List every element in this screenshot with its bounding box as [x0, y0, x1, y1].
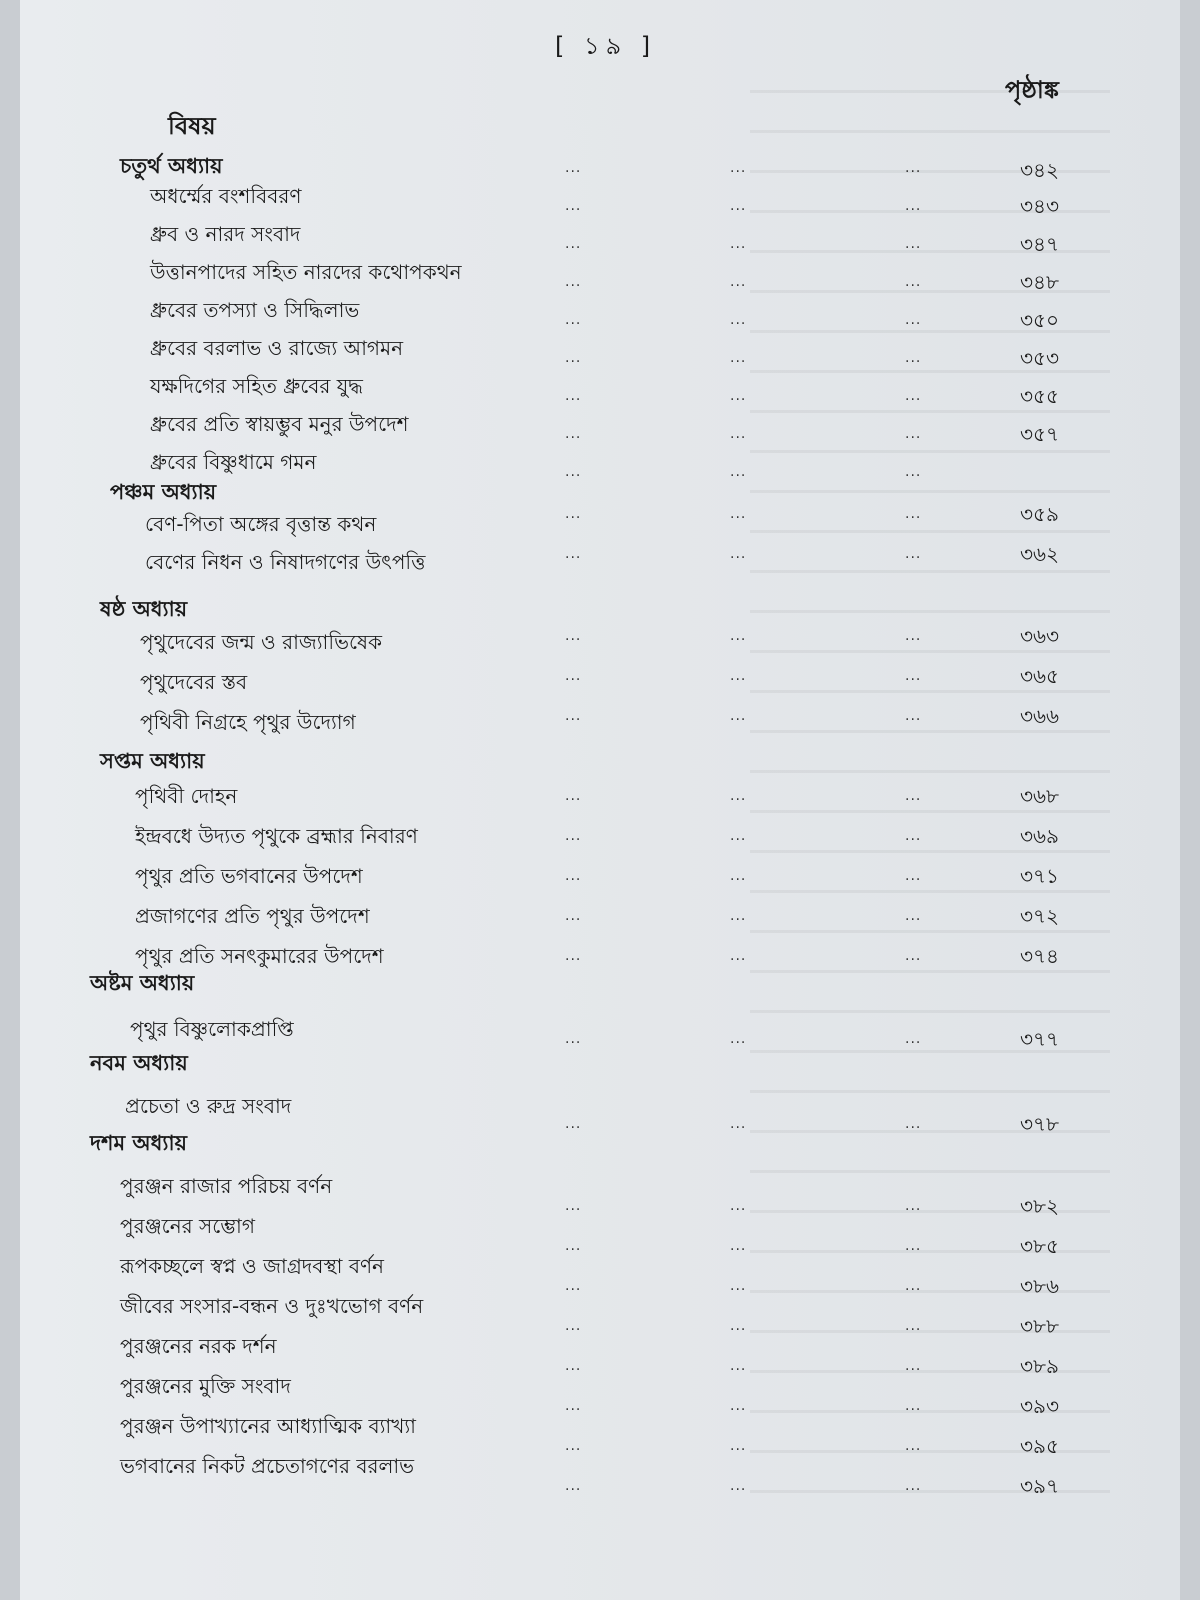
- toc-entry-title: যক্ষদিগের সহিত ধ্রুবের যুদ্ধ: [150, 374, 363, 398]
- leader-dots: ...: [905, 1238, 922, 1254]
- toc-entry-page: ৩৭৪: [1020, 944, 1059, 968]
- toc-entry-title: জীবের সংসার-বন্ধন ও দুঃখভোগ বর্ণন: [120, 1294, 424, 1318]
- toc-entry-title: পুরঞ্জনের মুক্তি সংবাদ: [120, 1374, 291, 1398]
- leader-dots: ...: [730, 1478, 747, 1494]
- leader-dots: ...: [565, 1278, 582, 1294]
- leader-dots: ...: [565, 1318, 582, 1334]
- leader-dots: ...: [905, 426, 922, 442]
- leader-dots: ...: [905, 464, 922, 480]
- leader-dots: ...: [565, 506, 582, 522]
- page-number: [ ১৯ ]: [555, 32, 657, 60]
- subject-column-heading: বিষয়: [168, 112, 216, 140]
- leader-dots: ...: [730, 464, 747, 480]
- leader-dots: ...: [565, 236, 582, 252]
- leader-dots: ...: [905, 628, 922, 644]
- book-page: [20, 0, 1180, 1600]
- leader-dots: ...: [730, 236, 747, 252]
- chapter-heading: পঞ্চম অধ্যায়: [110, 480, 217, 504]
- leader-dots: ...: [905, 506, 922, 522]
- leader-dots: ...: [730, 1198, 747, 1214]
- leader-dots: ...: [905, 948, 922, 964]
- toc-entry-title: রূপকচ্ছলে স্বপ্ন ও জাগ্রদবস্থা বর্ণন: [120, 1254, 385, 1278]
- leader-dots: ...: [565, 1031, 582, 1047]
- toc-entry-page: ৩৪৭: [1020, 232, 1059, 256]
- leader-dots: ...: [905, 1358, 922, 1374]
- toc-entry-title: ইন্দ্রবধে উদ্যত পৃথুকে ব্রহ্মার নিবারণ: [135, 824, 418, 848]
- leader-dots: ...: [730, 668, 747, 684]
- leader-dots: ...: [730, 1278, 747, 1294]
- leader-dots: ...: [905, 708, 922, 724]
- toc-entry-page: ৩৯৫: [1020, 1434, 1059, 1458]
- toc-entry-page: ৩৭১: [1020, 864, 1059, 888]
- leader-dots: ...: [905, 198, 922, 214]
- page-column-heading: পৃষ্ঠাঙ্ক: [1005, 76, 1059, 104]
- leader-dots: ...: [905, 546, 922, 562]
- leader-dots: ...: [905, 350, 922, 366]
- chapter-page-number: ৩৪২: [1020, 158, 1059, 182]
- leader-dots: ...: [730, 868, 747, 884]
- leader-dots: ...: [730, 1438, 747, 1454]
- chapter-heading: সপ্তম অধ্যায়: [100, 749, 205, 773]
- toc-entry-page: ৩৫০: [1020, 308, 1059, 332]
- leader-dots: ...: [565, 350, 582, 366]
- leader-dots: ...: [730, 828, 747, 844]
- toc-entry-page: ৩৭২: [1020, 904, 1060, 928]
- toc-entry-title: পুরঞ্জন উপাখ্যানের আধ্যাত্মিক ব্যাখ্যা: [120, 1414, 416, 1438]
- toc-entry-page: ৩৮৯: [1020, 1354, 1059, 1378]
- toc-entry-title: বেণের নিধন ও নিষাদগণের উৎপত্তি: [145, 550, 426, 574]
- toc-entry-title: পৃথিবী নিগ্রহে পৃথুর উদ্যোগ: [140, 710, 356, 734]
- leader-dots: ...: [905, 1031, 922, 1047]
- leader-dots: ...: [565, 868, 582, 884]
- leader-dots: ...: [905, 1438, 922, 1454]
- toc-entry-page: ৩৭৭: [1020, 1027, 1060, 1051]
- toc-entry-title: পুরঞ্জনের সম্ভোগ: [120, 1214, 255, 1238]
- toc-entry-title: ধ্রুবের বিষ্ণুধামে গমন: [150, 450, 317, 474]
- toc-entry-title: প্রজাগণের প্রতি পৃথুর উপদেশ: [135, 904, 370, 928]
- leader-dots: ...: [565, 426, 582, 442]
- leader-dots: ...: [730, 948, 747, 964]
- toc-entry-title: ভগবানের নিকট প্রচেতাগণের বরলাভ: [120, 1454, 415, 1478]
- leader-dots: ...: [905, 668, 922, 684]
- toc-entry-page: ৩৫৫: [1020, 384, 1059, 408]
- leader-dots: ...: [905, 312, 922, 328]
- chapter-heading: অষ্টম অধ্যায়: [90, 971, 195, 995]
- toc-entry-title: পৃথুর বিষ্ণুলোকপ্রাপ্তি: [130, 1017, 294, 1041]
- toc-entry-title: বেণ-পিতা অঙ্গের বৃত্তান্ত কথন: [145, 512, 377, 536]
- toc-entry-title: ধ্রুব ও নারদ সংবাদ: [150, 222, 301, 246]
- toc-entry-page: ৩৯৭: [1020, 1474, 1059, 1498]
- leader-dots: ...: [905, 160, 922, 176]
- leader-dots: ...: [905, 1398, 922, 1414]
- leader-dots: ...: [565, 1438, 582, 1454]
- toc-entry-page: ৩৮৮: [1020, 1314, 1059, 1338]
- toc-entry-page: ৩৫৭: [1020, 422, 1059, 446]
- toc-entry-title: অধর্ম্মের বংশবিবরণ: [150, 184, 302, 208]
- toc-entry-title: পৃথুর প্রতি সনৎকুমারের উপদেশ: [135, 944, 384, 968]
- leader-dots: ...: [730, 160, 747, 176]
- leader-dots: ...: [565, 388, 582, 404]
- leader-dots: ...: [730, 1116, 747, 1132]
- toc-entry-page: ৩৬২: [1020, 542, 1060, 566]
- toc-entry-page: ৩৬৩: [1020, 624, 1060, 648]
- leader-dots: ...: [565, 908, 582, 924]
- leader-dots: ...: [565, 1238, 582, 1254]
- toc-entry-page: ৩৭৮: [1020, 1112, 1059, 1136]
- toc-entry-page: ৩৮৬: [1020, 1274, 1059, 1298]
- leader-dots: ...: [565, 1478, 582, 1494]
- leader-dots: ...: [730, 506, 747, 522]
- chapter-heading: চতুর্থ অধ্যায়: [120, 154, 223, 178]
- leader-dots: ...: [565, 708, 582, 724]
- leader-dots: ...: [565, 312, 582, 328]
- leader-dots: ...: [565, 198, 582, 214]
- leader-dots: ...: [565, 1398, 582, 1414]
- leader-dots: ...: [730, 1031, 747, 1047]
- leader-dots: ...: [905, 1116, 922, 1132]
- leader-dots: ...: [905, 274, 922, 290]
- leader-dots: ...: [905, 908, 922, 924]
- leader-dots: ...: [730, 1318, 747, 1334]
- leader-dots: ...: [565, 274, 582, 290]
- leader-dots: ...: [730, 350, 747, 366]
- toc-entry-title: উত্তানপাদের সহিত নারদের কথোপকথন: [150, 260, 462, 284]
- toc-entry-page: ৩৬৮: [1020, 784, 1059, 808]
- toc-entry-page: ৩৮২: [1020, 1194, 1059, 1218]
- toc-entry-page: ৩৬৫: [1020, 664, 1059, 688]
- toc-entry-title: প্রচেতা ও রুদ্র সংবাদ: [125, 1094, 292, 1118]
- leader-dots: ...: [905, 1318, 922, 1334]
- leader-dots: ...: [905, 388, 922, 404]
- leader-dots: ...: [730, 426, 747, 442]
- leader-dots: ...: [905, 828, 922, 844]
- leader-dots: ...: [905, 1278, 922, 1294]
- toc-entry-title: ধ্রুবের তপস্যা ও সিদ্ধিলাভ: [150, 298, 360, 322]
- leader-dots: ...: [730, 546, 747, 562]
- toc-entry-title: পৃথুর প্রতি ভগবানের উপদেশ: [135, 864, 363, 888]
- toc-entry-title: পৃথুদেবের জন্ম ও রাজ্যাভিষেক: [140, 630, 383, 654]
- leader-dots: ...: [730, 274, 747, 290]
- chapter-heading: ষষ্ঠ অধ্যায়: [100, 597, 188, 621]
- toc-entry-page: ৩৯৩: [1020, 1394, 1059, 1418]
- leader-dots: ...: [730, 908, 747, 924]
- leader-dots: ...: [905, 788, 922, 804]
- leader-dots: ...: [730, 198, 747, 214]
- toc-entry-title: পৃথিবী দোহন: [135, 784, 238, 808]
- leader-dots: ...: [730, 1398, 747, 1414]
- leader-dots: ...: [730, 312, 747, 328]
- leader-dots: ...: [565, 788, 582, 804]
- toc-entry-page: ৩৪৩: [1020, 194, 1059, 218]
- leader-dots: ...: [730, 1238, 747, 1254]
- leader-dots: ...: [565, 828, 582, 844]
- toc-entry-page: ৩৫৯: [1020, 502, 1059, 526]
- toc-entry-page: ৩৪৮: [1020, 270, 1059, 294]
- leader-dots: ...: [730, 708, 747, 724]
- leader-dots: ...: [565, 1116, 582, 1132]
- leader-dots: ...: [565, 628, 582, 644]
- table-of-contents: [20, 0, 1180, 1600]
- toc-entry-title: ধ্রুবের বরলাভ ও রাজ্যে আগমন: [150, 336, 404, 360]
- toc-entry-title: পৃথুদেবের স্তব: [140, 670, 248, 694]
- leader-dots: ...: [905, 1478, 922, 1494]
- chapter-heading: নবম অধ্যায়: [90, 1051, 188, 1075]
- leader-dots: ...: [565, 464, 582, 480]
- leader-dots: ...: [730, 628, 747, 644]
- leader-dots: ...: [905, 1198, 922, 1214]
- leader-dots: ...: [565, 546, 582, 562]
- toc-entry-title: পুরঞ্জন রাজার পরিচয় বর্ণন: [120, 1174, 333, 1198]
- leader-dots: ...: [730, 388, 747, 404]
- chapter-heading: দশম অধ্যায়: [90, 1131, 187, 1155]
- toc-entry-page: ৩৮৫: [1020, 1234, 1059, 1258]
- toc-entry-title: ধ্রুবের প্রতি স্বায়ম্ভুব মনুর উপদেশ: [150, 412, 409, 436]
- leader-dots: ...: [730, 788, 747, 804]
- leader-dots: ...: [905, 868, 922, 884]
- leader-dots: ...: [565, 160, 582, 176]
- leader-dots: ...: [565, 668, 582, 684]
- leader-dots: ...: [730, 1358, 747, 1374]
- toc-entry-page: ৩৬৯: [1020, 824, 1059, 848]
- leader-dots: ...: [905, 236, 922, 252]
- leader-dots: ...: [565, 948, 582, 964]
- leader-dots: ...: [565, 1358, 582, 1374]
- leader-dots: ...: [565, 1198, 582, 1214]
- toc-entry-page: ৩৬৬: [1020, 704, 1060, 728]
- toc-entry-title: পুরঞ্জনের নরক দর্শন: [120, 1334, 277, 1358]
- toc-entry-page: ৩৫৩: [1020, 346, 1059, 370]
